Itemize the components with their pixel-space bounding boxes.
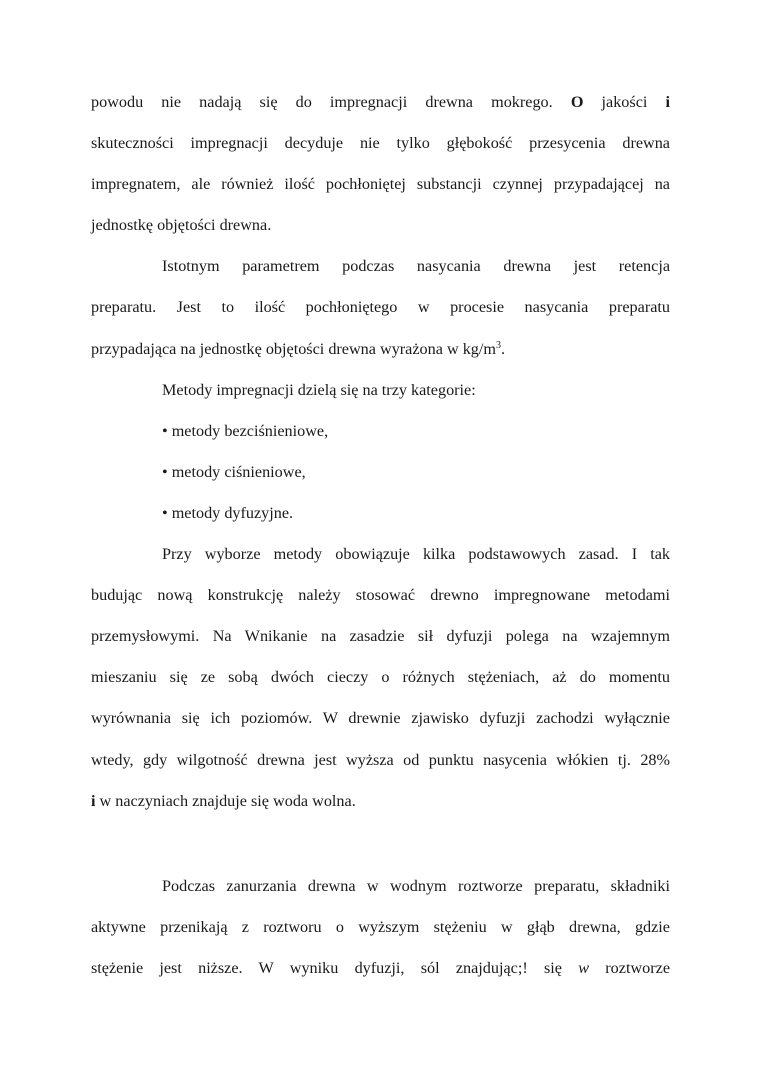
text-span: powodu nie nadają się do impregnacji drewna mokrego. [91,93,571,111]
bold-letter: O [570,93,584,111]
paragraph-4-line-1: Przy wyborze metody obowiązuje kilka podstawowych zasad. I tak [162,545,670,564]
paragraph-1-line-4: jednostkę objętości drewna. [91,216,272,235]
paragraph-4-line-4: mieszaniu się ze sobą dwóch cieczy o różnych stężeniach, aż do momentu [91,668,670,687]
paragraph-2-line-1: Istotnym parametrem podczas nasycania drewna jest retencja [162,257,670,276]
text-span: . [500,339,506,358]
text-span: stężenie jest niższe. W wyniku dyfuzji, sól znajdując;! się [91,958,579,977]
paragraph-1-line-3: impregnatem, ale również ilość pochłoniętej substancji czynnej przypadającej na [91,175,670,194]
text-span: roztworze [589,958,671,977]
paragraph-5-line-1: Podczas zanurzania drewna w wodnym roztworze preparatu, składniki [162,876,670,895]
bold-letter: i [665,93,670,111]
list-item: • metody bezciśnieniowe, [162,421,329,440]
bold-letter: i [91,791,96,810]
paragraph-5-line-2: aktywne przenikają z roztworu o wyższym stężeniu w głąb drewna, gdzie [91,917,670,936]
paragraph-2-line-3 [91,335,670,376]
superscript: 3 [495,339,501,351]
paragraph-2-line-2: preparatu. Jest to ilość pochłoniętego w procesie nasycania preparatu [91,298,670,317]
paragraph-spacer [91,828,670,872]
text-span: w naczyniach znajduje się woda wolna. [95,791,356,810]
paragraph-4-line-6: wtedy, gdy wilgotność drewna jest wyższa od punktu nasycenia włókien tj. 28% [91,750,670,769]
paragraph-4-line-7 [91,787,670,828]
text-span: przypadająca na jednostkę objętości drewna wyrażona w kg/m [91,339,496,358]
paragraph-5-line-3 [91,954,670,995]
paragraph-1-line-2: skuteczności impregnacji decyduje nie tylko głębokość przesycenia drewna [91,134,670,153]
paragraph-4-line-2: budując nową konstrukcję należy stosować drewno impregnowane metodami [91,586,670,605]
paragraph-4-line-5: wyrównania się ich poziomów. W drewnie zjawisko dyfuzji zachodzi wyłącznie [91,709,670,728]
paragraph-1-line-1 [91,88,670,129]
text-span: jakości [583,93,666,111]
list-item: • metody dyfuzyjne. [162,503,294,522]
italic-letter: w [578,958,590,977]
methods-intro: Metody impregnacji dzielą się na trzy kategorie: [162,380,476,399]
list-item: • metody ciśnieniowe, [162,462,306,481]
paragraph-4-line-3: przemysłowymi. Na Wnikanie na zasadzie sił dyfuzji polega na wzajemnym [91,627,670,646]
